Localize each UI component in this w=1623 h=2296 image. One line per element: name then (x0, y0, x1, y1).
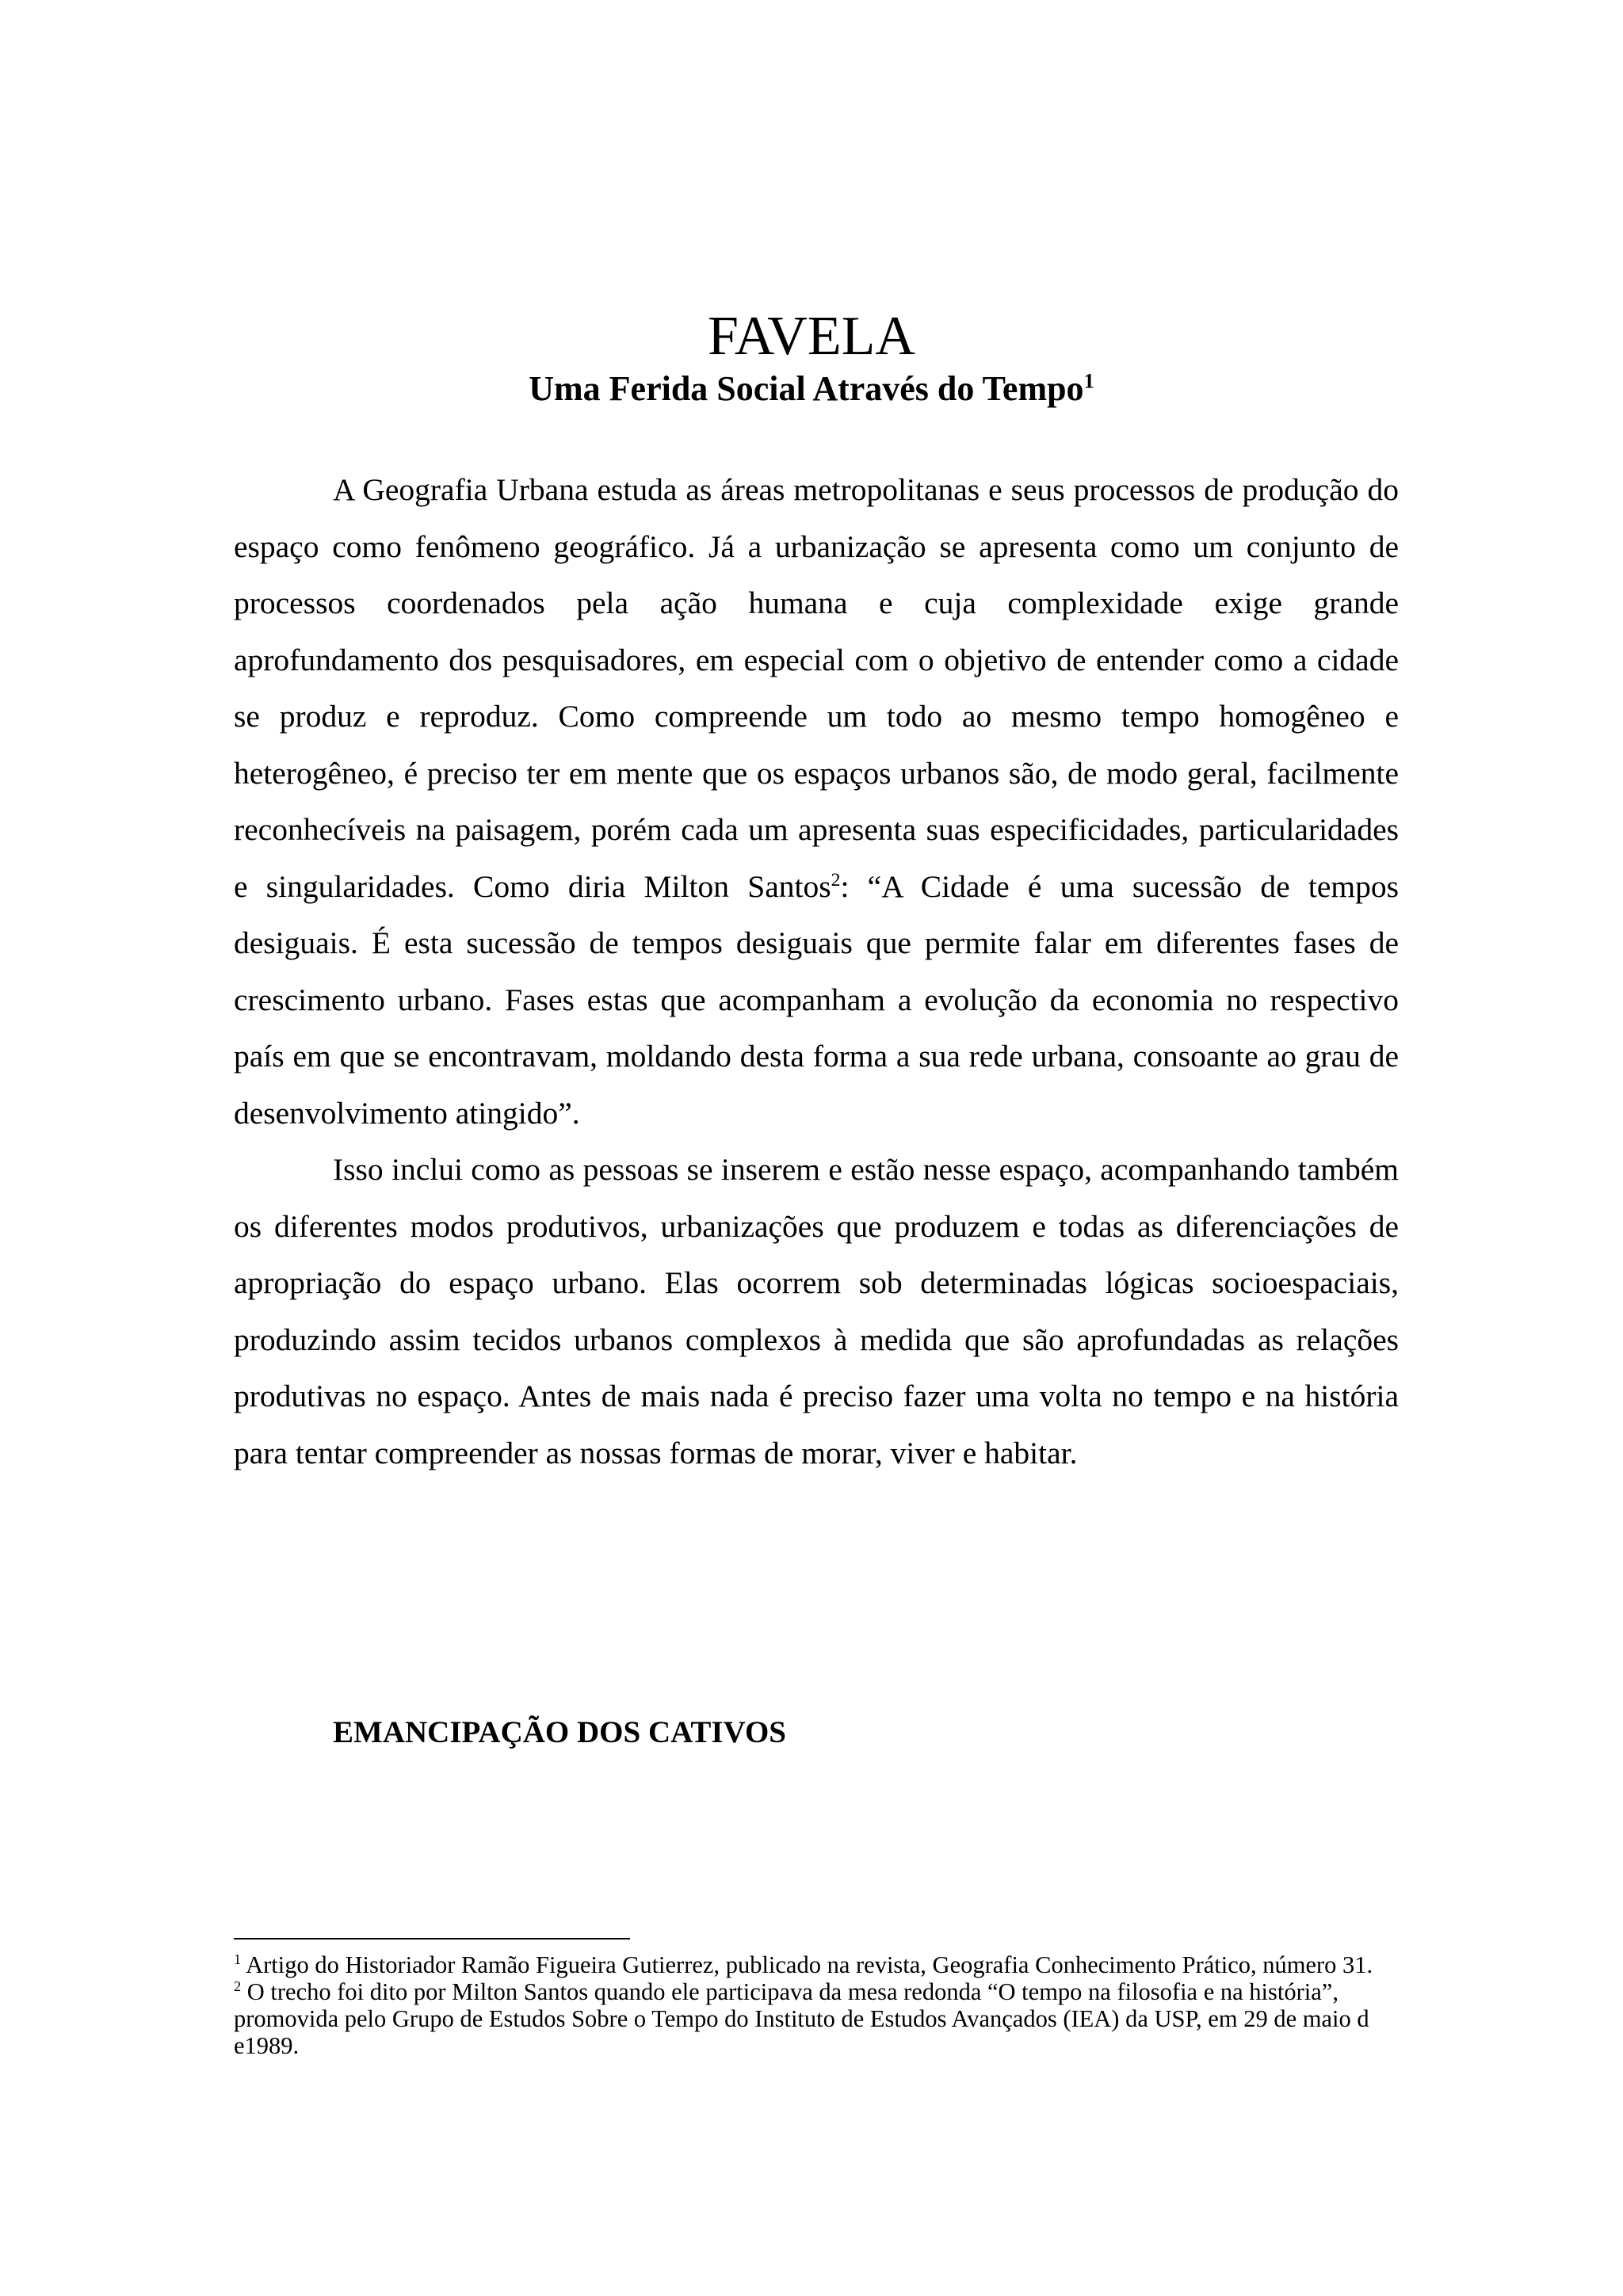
footnote-1-text: Artigo do Historiador Ramão Figueira Gutierrez, publicado na revista, Geografia Conhecimento Prático, número 31. (241, 1951, 1373, 1978)
footnote-2 (234, 1978, 1399, 2059)
paragraph-1-text-after: : “A Cidade é uma sucessão de tempos desiguais. É esta sucessão de tempos desiguais que permite falar em diferentes fases de crescimento urbano. Fases estas que acompanham a evolução da economia no respectivo país em que se encontravam, moldando desta forma a sua rede urbana, consoante ao grau de desenvolvimento atingido”. (234, 868, 1400, 1131)
footnote-ref-1: 1 (1083, 368, 1094, 393)
paragraph-1 (234, 462, 1399, 1142)
document-subtitle (0, 361, 1623, 417)
footnote-2-text: O trecho foi dito por Milton Santos quando ele participava da mesa redonda “O tempo na filosofia e na história”, promovida pelo Grupo de Estudos Sobre o Tempo do Instituto de Estudos Avançados (IEA) da USP, em 29 de maio d e1989. (234, 1978, 1369, 2059)
footnote-2-number: 2 (234, 1978, 242, 1994)
footnote-ref-2: 2 (831, 869, 841, 891)
paragraph-1-text-before: A Geografia Urbana estuda as áreas metropolitanas e seus processos de produção do espaço como fenômeno geográfico. Já a urbanização se apresenta como um conjunto de processos coordenados pela ação humana e cuja complexidade exige grande aprofundamento dos pesquisadores, em especial com o objetivo de entender como a cidade se produz e reproduz. Como compreende um todo ao mesmo tempo homogêneo e heterogêneo, é preciso ter em mente que os espaços urbanos são, de modo geral, facilmente reconhecíveis na paisagem, porém cada um apresenta suas especificidades, particularidades e singularidades. Como diria Milton Santos (234, 472, 1399, 904)
footnotes (234, 1951, 1399, 2059)
footnote-1 (234, 1951, 1399, 1978)
footnote-1-number: 1 (234, 1951, 242, 1967)
section-heading: EMANCIPAÇÃO DOS CATIVOS (333, 1715, 786, 1749)
paragraph-2: Isso inclui como as pessoas se inserem e estão nesse espaço, acompanhando também os diferentes modos produtivos, urbanizações que produzem e todas as diferenciações de apropriação do espaço urbano. Elas ocorrem sob determinadas lógicas socioespaciais, produzindo assim tecidos urbanos complexos à medida que são aprofundadas as relações produtivas no espaço. Antes de mais nada é preciso fazer uma volta no tempo e na história para tentar compreender as nossas formas de morar, viver e habitar. (234, 1152, 1399, 1470)
subtitle-text: Uma Ferida Social Através do Tempo (529, 369, 1084, 408)
footnote-separator (234, 1938, 630, 1939)
document-title: FAVELA (708, 306, 915, 367)
body-text (234, 462, 1399, 1482)
